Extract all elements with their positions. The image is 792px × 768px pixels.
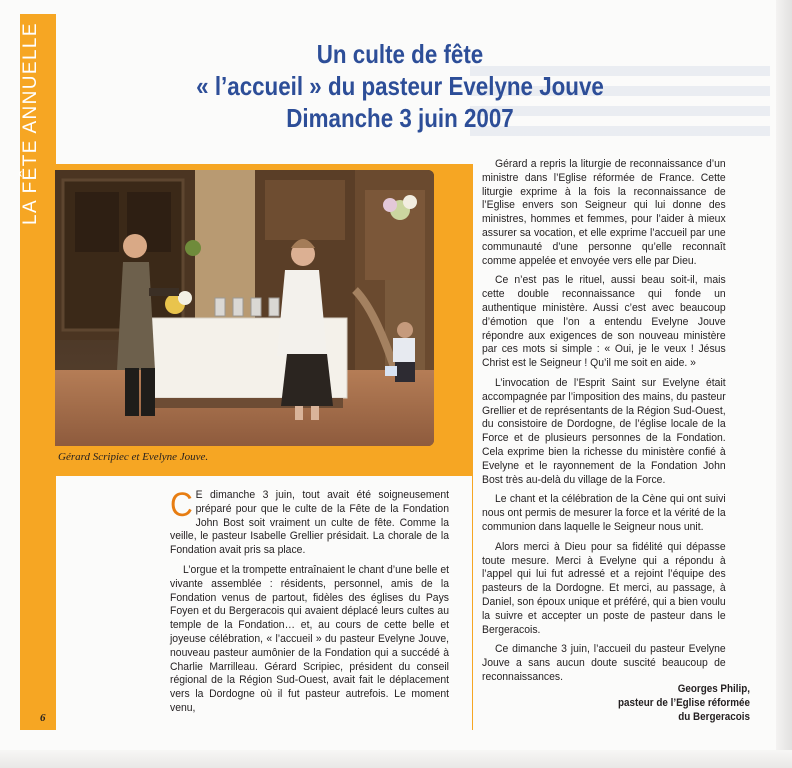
signature-line-2: pasteur de l’Eglise réformée [618,697,750,709]
signature-line-3: du Bergeracois [678,711,750,723]
article-paragraph: Alors merci à Dieu pour sa fidélité qui dépasse toute mesure. Merci à Evelyne qui a répondu à l’appel qui lui fut adressé et a rejoint l’équipe des pasteurs de la Dordogne. Et merci, au passage, à Daniel, son époux unique et préféré, qui a bien voulu la suivre et accepter un poste de pasteur dans le Bergeracois. [482,540,726,636]
page-number: 6 [40,712,46,724]
title-line-2: « l’accueil » du pasteur Evelyne Jouve [196,71,604,101]
title-line-1: Un culte de fête [316,39,484,69]
photo-caption: Gérard Scripiec et Evelyne Jouve. [58,451,209,463]
article-paragraph: Le chant et la célébration de la Cène qui ont suivi nous ont permis de mesurer la force et la vérité de la communion dans laquelle le Seigneur nous unit. [482,493,726,533]
article-column-left [170,486,449,722]
drop-cap: C [170,486,193,524]
article-paragraph: L’invocation de l’Esprit Saint sur Evelyne était accompagnée par l’imposition des mains, du pasteur Grellier et de représentants de la Région Sud-Ouest, du consistoire de Dordogne, de l’église locale de la Force et de plusieurs personnes de la Fondation. Cela exprime bien la richesse du ministère confié à Evelyne et le rayonnement de la Fondation John Bost très au-delà du village de la Force. [482,376,726,486]
page-title [185,38,615,134]
author-signature [573,682,750,724]
article-paragraph: Ce n’est pas le rituel, aussi beau soit-il, mais cette double reconnaissance qui fonde un authentique ministère. Aussi c’est avec beaucoup d’émotion que l’on a entendu Evelyne Jouve répondre aux exigences de son nouveau ministère par ces mots si simple : « Oui, je le veux ! Jésus Christ est le Seigneur ! Qu’il me soit en aide. » [482,274,726,370]
article-paragraph: L’orgue et la trompette entraînaient le chant d’une belle et vivante assemblée : résidents, personnel, amis de la Fondation venus de partout, fidèles des églises du Pays Foyen et du Bergeracois qui avaient déplacé leurs cultes au temple de la Fondation… et, au cours de cette belle et joyeuse célébration, « l’accueil » du pasteur Evelyne Jouve, nouveau pasteur aumônier de la Fondation qui a succédé à Charlie Marrilleau. Gérard Scripiec, président du conseil régional de la Région Sud-Ouest, avait fait le déplacement vers la Dordogne où il fut pasteur autrefois. Le moment venu, [170,563,449,714]
article-paragraph: Ce dimanche 3 juin, l’accueil du pasteur Evelyne Jouve a sans aucun doute suscité beaucoup de reconnaissances. [482,643,726,683]
ceremony-photo [55,170,434,446]
page-bottom-edge [0,750,792,768]
title-line-3: Dimanche 3 juin 2007 [286,103,514,133]
paragraph-text: E dimanche 3 juin, tout avait été soigneusement préparé pour que le culte de la Fête de la Fondation John Bost soit vraiment un culte de fête. Comme la veille, le pasteur Isabelle Grellier présidait. La chorale de la Fondation avait pris sa place. [170,489,449,557]
ceremony-photo-illustration [55,170,434,446]
section-label: LA FÊTE ANNUELLE [20,22,41,225]
signature-line-1: Georges Philip, [677,683,750,695]
page-gutter [776,0,792,768]
article-paragraph [170,486,449,558]
article-column-right [482,158,726,691]
article-paragraph: Gérard a repris la liturgie de reconnaissance d’un ministre dans l’Eglise réformée de France. Cette liturgie exprime à la fois la reconnaissance de l’Eglise envers son Seigneur qui lui donne des ministres, hommes et femmes, pour l’aider à mieux assurer sa vocation, et elle exprime l’accueil par une communauté d’une personne qu’elle reconnaît comme appelée et envoyée vers elle par Dieu. [482,158,726,267]
